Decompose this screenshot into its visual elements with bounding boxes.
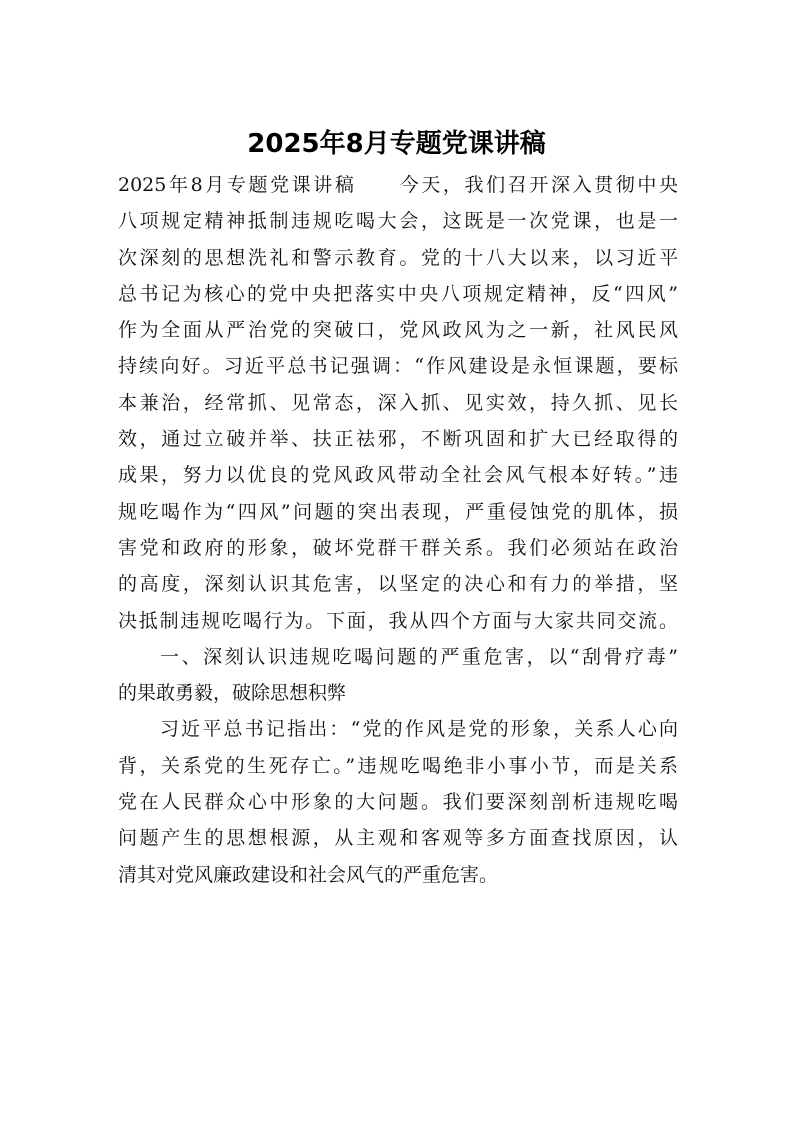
- text-line: 次深刻的思想洗礼和警示教育。党的十八大以来，以习近平: [118, 246, 678, 269]
- text-line: 本兼治，经常抓、见常态，深入抓、见实效，持久抓、见长: [118, 391, 678, 414]
- text-line: 的高度，深刻认识其危害，以坚定的决心和有力的举措，坚: [118, 573, 678, 596]
- text-line: 党在人民群众心中形象的大问题。我们要深刻剖析违规吃喝: [118, 791, 678, 814]
- text-line: 规吃喝作为“四风”问题的突出表现，严重侵蚀党的肌体，损: [118, 500, 678, 523]
- text-line: 成果，努力以优良的党风政风带动全社会风气根本好转。”违: [118, 464, 678, 487]
- text-line: 清其对党风廉政建设和社会风气的严重危害。: [118, 863, 499, 886]
- paragraph-intro: [118, 167, 678, 639]
- text-line: 害党和政府的形象，破坏党群干群关系。我们必须站在政治: [118, 536, 678, 559]
- text-line: 八项规定精神抵制违规吃喝大会，这既是一次党课，也是一: [118, 210, 678, 233]
- document-body: [118, 167, 678, 893]
- text-line: 决抵制违规吃喝行为。下面，我从四个方面与大家共同交流。: [118, 609, 678, 632]
- text-line: 习近平总书记指出：“党的作风是党的形象，关系人心向: [160, 718, 678, 741]
- document-title: 2025年8月专题党课讲稿: [247, 129, 546, 159]
- text-line: 持续向好。习近平总书记强调：“作风建设是永恒课题，要标: [118, 355, 678, 378]
- text-line: 问题产生的思想根源，从主观和客观等多方面查找原因，认: [118, 827, 678, 850]
- text-line: 效，通过立破并举、扶正祛邪，不断巩固和扩大已经取得的: [118, 428, 678, 451]
- text-line: 背，关系党的生死存亡。”违规吃喝绝非小事小节，而是关系: [118, 754, 678, 777]
- text-line: 的果敢勇毅，破除思想积弊: [118, 682, 347, 705]
- section-heading-1: [118, 639, 678, 712]
- text-line: 作为全面从严治党的突破口，党风政风为之一新，社风民风: [118, 319, 678, 342]
- text-line: 一、深刻认识违规吃喝问题的严重危害，以“刮骨疗毒”: [160, 645, 678, 668]
- text-line: 2025年8月专题党课讲稿 今天，我们召开深入贯彻中央: [118, 174, 678, 196]
- paragraph-2: [118, 711, 678, 892]
- text-line: 总书记为核心的党中央把落实中央八项规定精神，反“四风”: [118, 282, 678, 305]
